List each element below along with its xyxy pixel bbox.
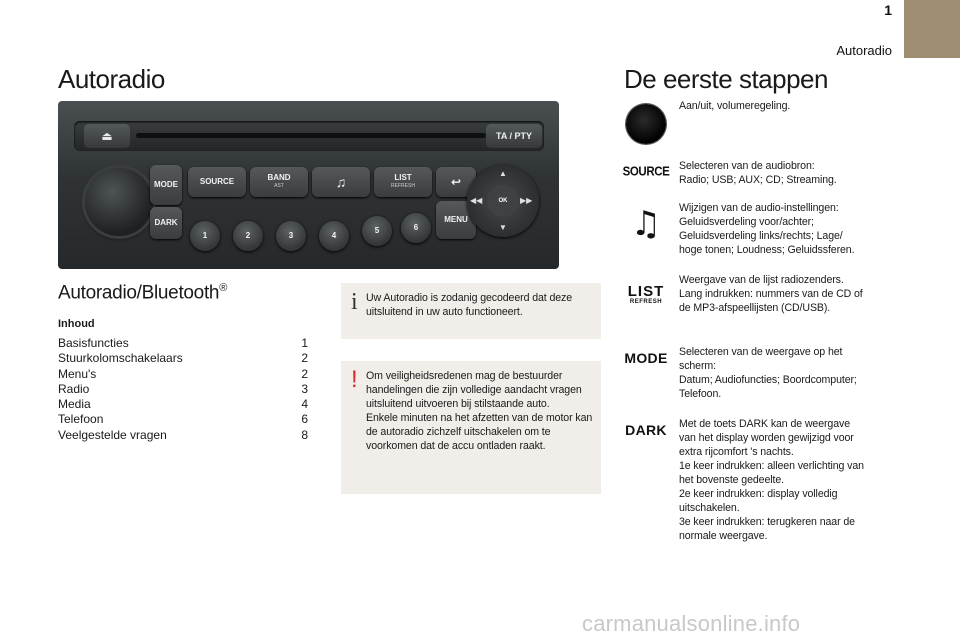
row-icon	[620, 420, 672, 440]
toc-label: Menu's	[58, 366, 97, 381]
row-description	[679, 273, 889, 315]
toc-page: 6	[301, 412, 308, 427]
refresh-icon-text: REFRESH	[629, 298, 663, 305]
eject-icon: ⏏	[84, 124, 130, 148]
info-note	[341, 283, 601, 339]
warning-note-text	[366, 369, 594, 453]
preset-4-button: 4	[319, 221, 349, 251]
toc-entry	[58, 397, 308, 412]
toc-page: 3	[301, 381, 308, 396]
description-line: Aan/uit, volumeregeling.	[679, 100, 791, 112]
description-line: uitschakelen.	[679, 502, 740, 514]
warning-paragraph-2: Enkele minuten na het afzetten van de motor kan de autoradio zichzelf uitschakelen om te voorkomen dat de accu ontladen raakt.	[366, 412, 593, 452]
band-label: BAND	[267, 173, 291, 182]
description-line: extra rijcomfort 's nachts.	[679, 446, 794, 458]
preset-1-button: 1	[190, 221, 220, 251]
cd-slot	[136, 133, 486, 138]
preset-2-button: 2	[233, 221, 263, 251]
toc-entry	[58, 428, 308, 443]
row-description	[679, 201, 889, 257]
table-of-contents	[58, 336, 308, 443]
toc-page: 8	[301, 427, 308, 442]
description-line: Wijzigen van de audio-instellingen:	[679, 202, 839, 214]
description-line: Telefoon.	[679, 388, 722, 400]
list-icon-text: LIST	[627, 282, 665, 300]
toc-entry	[58, 382, 308, 397]
list-button	[374, 167, 432, 197]
row-description	[679, 417, 889, 543]
preset-3-button: 3	[276, 221, 306, 251]
section-label: Autoradio	[836, 43, 892, 58]
warning-note	[341, 361, 601, 494]
description-line: hoge tonen; Loudness; Geluidssferen.	[679, 244, 855, 256]
back-arrow-icon: ↩	[450, 175, 462, 189]
page-title: Autoradio	[58, 64, 165, 94]
mode-icon: MODE	[624, 350, 668, 366]
source-button: SOURCE	[188, 167, 246, 197]
info-note-text: Uw Autoradio is zodanig gecodeerd dat deze uitsluitend in uw auto functioneert.	[366, 292, 573, 318]
row-description	[679, 159, 889, 187]
toc-page: 4	[301, 397, 308, 412]
list-sublabel: REFRESH	[391, 183, 415, 189]
dark-icon: DARK	[625, 422, 667, 438]
toc-label: Telefoon	[58, 412, 104, 427]
section-subtitle	[58, 282, 227, 304]
mode-button: MODE	[150, 165, 182, 205]
description-line: Met de toets DARK kan de weergave	[679, 418, 851, 430]
row-icon	[620, 348, 672, 368]
row-description	[679, 99, 889, 113]
ta-pty-button: TA / PTY	[486, 124, 542, 148]
toc-entry	[58, 367, 308, 382]
band-button	[250, 167, 308, 197]
description-line: scherm:	[679, 360, 716, 372]
sound-button	[312, 167, 370, 197]
toc-entry	[58, 412, 308, 427]
description-line: 1e keer indrukken: alleen verlichting van	[679, 460, 864, 472]
toc-page: 2	[301, 351, 308, 366]
description-line: Geluidsverdeling links/rechts; Lage/	[679, 230, 843, 242]
band-sublabel: AST	[274, 183, 284, 189]
toc-label: Basisfuncties	[58, 336, 129, 350]
toc-label: Radio	[58, 381, 90, 396]
row-icon	[620, 104, 672, 144]
description-line: Selecteren van de audiobron:	[679, 160, 815, 172]
description-line: de MP3-afspeellijsten (CD/USB).	[679, 302, 831, 314]
list-refresh-icon	[620, 282, 672, 306]
arrow-down-icon: ▼	[499, 223, 507, 232]
description-line: Geluidsverdeling voor/achter;	[679, 216, 814, 228]
toc-label: Stuurkolomschakelaars	[58, 351, 183, 366]
toc-label: Veelgestelde vragen	[58, 427, 167, 442]
description-line: Weergave van de lijst radiozenders.	[679, 274, 844, 286]
description-line: van het display worden gewijzigd voor	[679, 432, 854, 444]
row-icon	[620, 203, 672, 245]
description-line: Datum; Audiofuncties; Boordcomputer;	[679, 374, 857, 386]
description-line: 2e keer indrukken: display volledig	[679, 488, 838, 500]
source-icon: SOURCE	[622, 165, 670, 179]
list-label: LIST	[394, 173, 412, 182]
arrow-up-icon: ▲	[499, 169, 507, 178]
description-line: Lang indrukken: nummers van de CD of	[679, 288, 863, 300]
rewind-icon: ◀◀	[470, 196, 483, 205]
ok-button: OK	[487, 185, 519, 217]
description-line: het bovenste gedeelte.	[679, 474, 784, 486]
row-description	[679, 345, 889, 401]
toc-entry	[58, 351, 308, 366]
page-number: 1	[884, 2, 892, 18]
dark-button: DARK	[150, 207, 182, 239]
toc-label: Media	[58, 397, 91, 412]
description-line: Selecteren van de weergave op het	[679, 346, 843, 358]
subtitle-text: Autoradio/Bluetooth	[58, 282, 220, 304]
info-icon: i	[351, 289, 358, 315]
registered-mark: ®	[219, 282, 228, 294]
music-note-icon: ♫	[630, 204, 662, 244]
preset-5-button: 5	[362, 216, 392, 246]
contents-heading: Inhoud	[58, 318, 95, 330]
description-line: Radio; USB; AUX; CD; Streaming.	[679, 174, 837, 186]
toc-page: 2	[301, 366, 308, 381]
warning-paragraph-1: Om veiligheidsredenen mag de bestuurder handelingen die zijn volledige aandacht vragen uitsluitend uitvoeren bij stilstaande auto.	[366, 370, 582, 410]
section-title: De eerste stappen	[624, 64, 828, 94]
toc-entry	[58, 336, 308, 351]
chapter-tab	[904, 0, 960, 58]
warning-icon: !	[351, 366, 358, 393]
description-line: normale weergave.	[679, 530, 768, 542]
radio-image	[58, 101, 559, 269]
menu-button: MENU	[436, 201, 476, 239]
watermark: carmanualsonline.info	[582, 611, 801, 636]
music-note-icon: ♫	[335, 174, 347, 190]
power-knob-icon	[626, 104, 666, 144]
preset-6-button: 6	[401, 213, 431, 243]
volume-knob	[85, 168, 153, 236]
fast-forward-icon: ▶▶	[520, 196, 533, 205]
description-line: 3e keer indrukken: terugkeren naar de	[679, 516, 855, 528]
row-icon	[620, 162, 672, 182]
toc-page: 1	[301, 336, 308, 350]
